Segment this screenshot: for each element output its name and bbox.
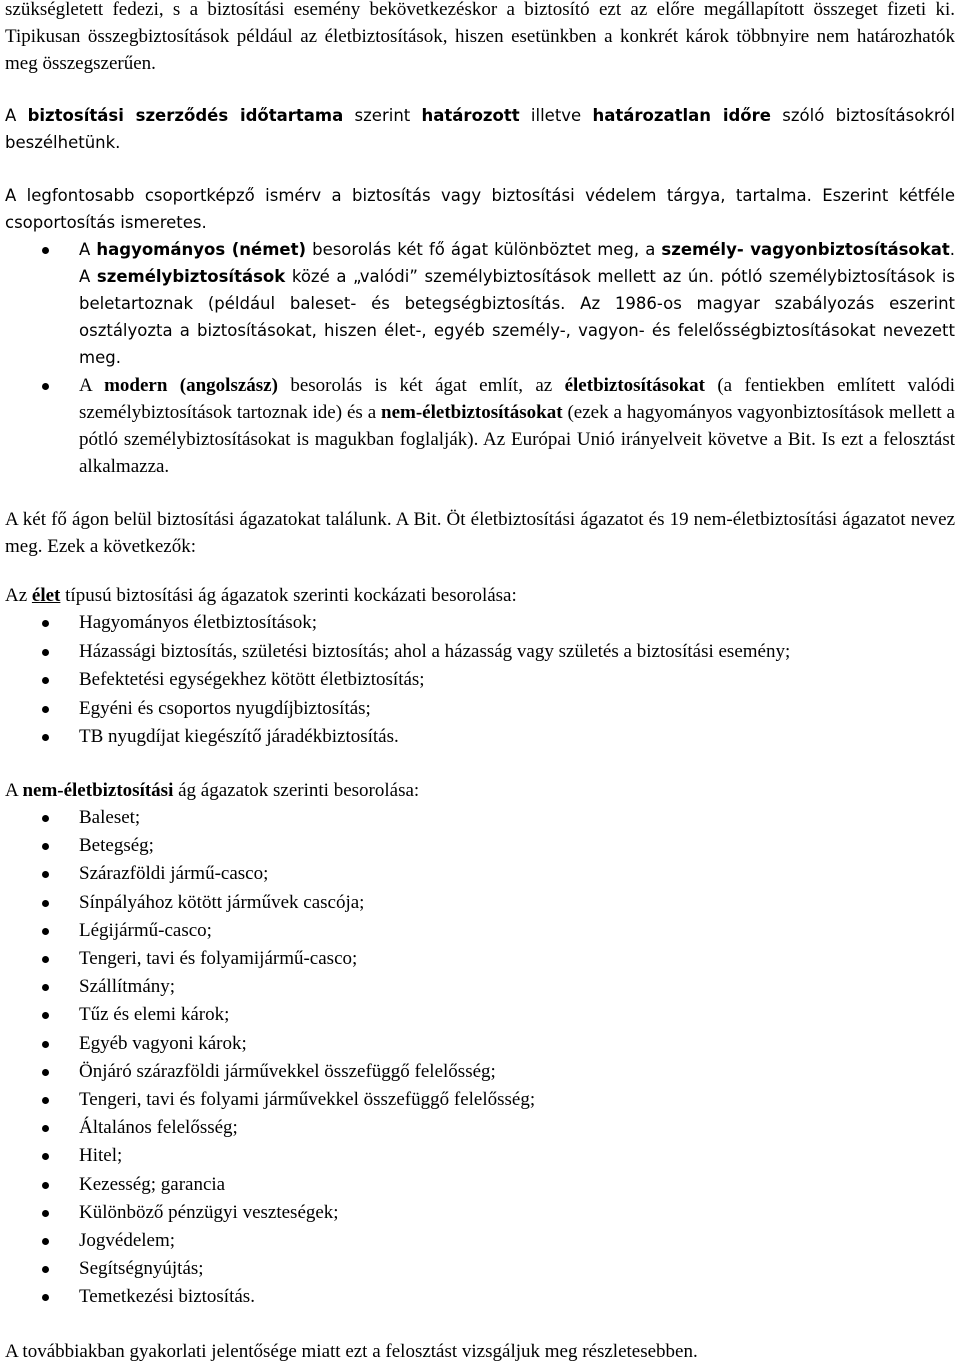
duration-mid-1: szerint	[343, 106, 422, 125]
bullet-icon	[42, 1182, 49, 1189]
list-item	[5, 1199, 955, 1227]
list-item-label: Hitel;	[79, 1145, 123, 1167]
life-list	[5, 609, 955, 752]
german-mid-1: besorolás két fő ágat különböztet meg, a	[306, 240, 662, 259]
german-bold-3: személybiztosítások	[96, 267, 286, 286]
duration-bold-1: biztosítási szerződés időtartama	[27, 106, 344, 125]
bullet-icon	[42, 1266, 49, 1273]
modern-mid-1: besorolás is két ágat említ, az	[277, 375, 565, 396]
bullet-icon	[42, 1097, 49, 1104]
bullet-icon	[42, 734, 49, 741]
list-item	[5, 236, 955, 371]
bullet-icon	[42, 871, 49, 878]
list-item	[5, 723, 955, 752]
list-item-label: Házassági biztosítás, születési biztosítás; ahol a házasság vagy születés a biztosítási esemény;	[79, 640, 791, 662]
intro-paragraph	[5, 0, 955, 77]
list-item	[5, 609, 955, 638]
bullet-icon	[42, 1294, 49, 1301]
german-mid-2: . A	[79, 240, 955, 286]
bullet-icon	[42, 956, 49, 963]
list-item-label: Segítségnyújtás;	[79, 1258, 204, 1280]
list-item	[5, 917, 955, 945]
nonlife-heading-post: ág ágazatok szerinti besorolása:	[173, 780, 420, 801]
list-item	[5, 945, 955, 973]
list-item-label: TB nyugdíjat kiegészítő járadékbiztosítás.	[79, 726, 399, 747]
modern-bold-1: modern (angolszász)	[104, 375, 278, 396]
modern-post: (ezek a hagyományos vagyonbiztosítások mellett a pótló személybiztosításokat is magukban foglalják). Az Európai Unió irányelveit követve a Bit. Is ezt a felosztást alkalmazza.	[79, 402, 955, 477]
criterion-paragraph	[5, 182, 955, 236]
list-item	[5, 1283, 955, 1311]
list-item-label: Befektetési egységekhez kötött életbiztosítás;	[79, 669, 425, 690]
intro-text: szükségletett fedezi, s a biztosítási esemény bekövetkezéskor a biztosító ezt az előre megállapított összeget fizeti ki. Tipikusan összegbiztosítások például az életbiztosítások, hiszen esetünkben a konkrét károk többnyire nem határozhatók meg összegszerűen.	[5, 0, 955, 74]
list-item-label: Légijármű-casco;	[79, 919, 212, 941]
criterion-text: A legfontosabb csoportképző ismérv a biztosítás vagy biztosítási védelem tárgya, tartalma. Eszerint kétféle csoportosítás ismeretes.	[5, 186, 955, 232]
closing-text: A továbbiakban gyakorlati jelentősége miatt ezt a felosztást vizsgáljuk meg részletesebben.	[5, 1341, 698, 1362]
list-item	[5, 1030, 955, 1058]
list-item-label: Tengeri, tavi és folyamijármű-casco;	[79, 948, 358, 970]
bullet-icon	[42, 620, 49, 627]
bullet-icon	[42, 843, 49, 850]
list-item-label: Sínpályához kötött járművek cascója;	[79, 891, 365, 913]
duration-pre: A	[5, 106, 28, 125]
list-item	[5, 832, 955, 860]
modern-bold-3: nem-életbiztosításokat	[381, 402, 563, 423]
list-item	[5, 860, 955, 888]
list-item-label: Különböző pénzügyi veszteségek;	[79, 1201, 339, 1223]
closing-paragraph	[5, 1338, 955, 1365]
life-heading-post: típusú biztosítási ág ágazatok szerinti kockázati besorolása:	[60, 585, 517, 606]
duration-bold-2: határozott	[421, 106, 520, 125]
nonlife-heading	[5, 777, 955, 804]
branches-text: A két fő ágon belül biztosítási ágazatokat találunk. A Bit. Öt életbiztosítási ágazatot és 19 nem-életbiztosítási ágazatot nevez meg. Ezek a következők:	[5, 509, 955, 557]
list-item-label: Általános felelősség;	[79, 1117, 238, 1139]
list-item-label: Szárazföldi jármű-casco;	[79, 863, 269, 885]
duration-mid-2: illetve	[519, 106, 593, 125]
bullet-icon	[42, 1153, 49, 1160]
list-item	[5, 1058, 955, 1086]
german-pre: A	[79, 240, 97, 259]
list-item-label: Egyéb vagyoni károk;	[79, 1032, 247, 1054]
list-item-label: Tűz és elemi károk;	[79, 1004, 230, 1026]
bullet-icon	[42, 1041, 49, 1048]
bullet-icon	[42, 1012, 49, 1019]
modern-mid-2: (a fentiekben említett valódi személybiztosítások tartoznak ide) és a	[79, 375, 955, 423]
list-item	[5, 1255, 955, 1283]
list-item	[5, 372, 955, 480]
bullet-icon	[42, 247, 49, 254]
list-item-label: Egyéni és csoportos nyugdíjbiztosítás;	[79, 697, 371, 719]
bullet-icon	[42, 383, 49, 390]
list-item	[5, 1001, 955, 1029]
list-item	[5, 638, 955, 667]
nonlife-heading-bold: nem-életbiztosítási	[22, 780, 174, 801]
list-item-label: Betegség;	[79, 835, 154, 857]
nonlife-heading-pre: A	[5, 780, 23, 801]
life-heading-pre: Az	[5, 585, 32, 606]
bullet-icon	[42, 984, 49, 991]
bullet-icon	[42, 1125, 49, 1132]
list-item-label: Baleset;	[79, 807, 141, 828]
life-heading-bold: élet	[31, 585, 61, 606]
modern-pre: A	[79, 375, 105, 396]
bullet-icon	[42, 928, 49, 935]
list-item-label: Jogvédelem;	[79, 1230, 176, 1252]
life-heading	[5, 582, 955, 609]
life-section	[5, 582, 955, 752]
duration-bold-3: határozatlan időre	[592, 106, 771, 125]
list-item-label: Önjáró szárazföldi járművekkel összefüggő felelősség;	[79, 1060, 496, 1082]
list-item-label: Temetkezési biztosítás.	[79, 1286, 255, 1308]
list-item	[5, 1227, 955, 1255]
german-bold-1: hagyományos (német)	[96, 240, 307, 259]
list-item	[5, 666, 955, 695]
bullet-icon	[42, 649, 49, 656]
list-item	[5, 1142, 955, 1170]
german-bold-2: személy- vagyonbiztosításokat	[661, 240, 950, 259]
bullet-icon	[42, 1238, 49, 1245]
nonlife-list	[5, 804, 955, 1312]
list-item-label: Hagyományos életbiztosítások;	[79, 612, 317, 633]
german-post: közé a „valódi” személybiztosítások mellett az ún. pótló személybiztosítások is beletartoznak (például baleset- és betegségbiztosítás. Az 1986-os magyar szabályozás eszerint osztályozta a biztosításokat, hiszen élet-, egyéb személy-, vagyon- és felelősségbiztosításokat nevezett meg.	[79, 267, 955, 367]
criterion-section	[5, 182, 955, 371]
duration-paragraph	[5, 102, 955, 156]
list-item	[5, 695, 955, 724]
nonlife-section	[5, 777, 955, 1312]
bullet-icon	[42, 706, 49, 713]
bullet-icon	[42, 900, 49, 907]
list-item-label: Szállítmány;	[79, 976, 176, 998]
list-item	[5, 804, 955, 832]
list-item-label: Tengeri, tavi és folyami járművekkel összefüggő felelősség;	[79, 1089, 536, 1111]
list-item	[5, 1171, 955, 1199]
bullet-icon	[42, 1210, 49, 1217]
branches-paragraph	[5, 506, 955, 560]
list-item	[5, 1114, 955, 1142]
list-item	[5, 973, 955, 1001]
bullet-icon	[42, 1069, 49, 1076]
list-item-label: Kezesség; garancia	[79, 1173, 226, 1195]
bullet-icon	[42, 677, 49, 684]
classification-list	[5, 236, 955, 371]
bullet-icon	[42, 815, 49, 822]
duration-post: szóló biztosításokról beszélhetünk.	[5, 106, 955, 152]
list-item	[5, 1086, 955, 1114]
modern-bold-2: életbiztosításokat	[564, 375, 705, 396]
modern-list	[5, 372, 955, 480]
list-item	[5, 889, 955, 917]
